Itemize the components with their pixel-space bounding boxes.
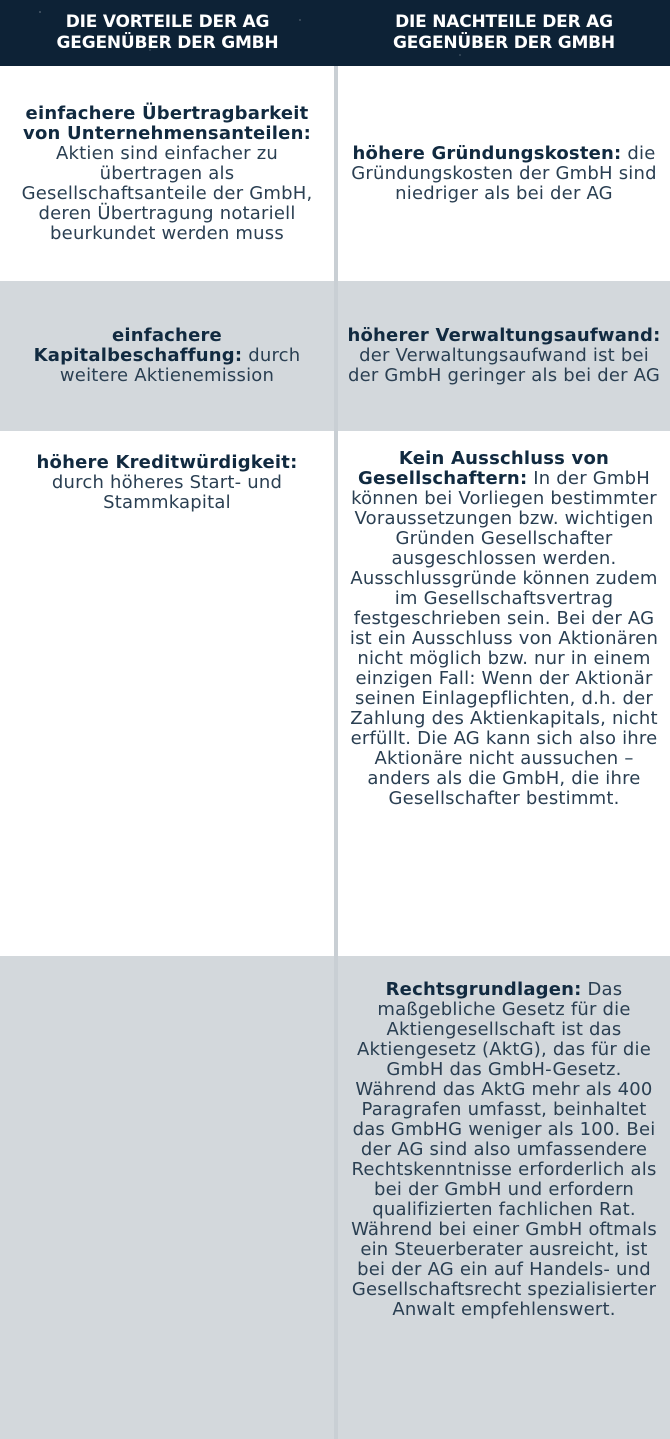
disadvantage-title: Rechtsgrundlagen: (385, 979, 582, 1000)
advantage-cell (0, 956, 334, 1439)
disadvantage-title: Kein Ausschluss von Gesellschaftern: (358, 448, 610, 489)
header-disadvantages (338, 0, 670, 66)
advantage-cell (0, 66, 334, 281)
disadvantage-text: In der GmbH können bei Vorliegen bestimmter Voraussetzungen bzw. wichtigen Gründen Gesellschafter ausgeschlossen werden. Ausschlussgründe können zudem im Gesellschaftsvertrag festgeschrieben sein. Bei der AG ist ein Ausschluss von Aktionären nicht möglich bzw. nur in einem einzigen Fall: Wenn der Aktionär seinen Einlagepflichten, d.h. der Zahlung des Aktienkapitals, nicht erfüllt. Die AG kann sich also ihre Aktionäre nicht aussuchen – anders als die GmbH, die ihre Gesellschafter bestimmt. (349, 468, 659, 809)
disadvantage-text: der Verwaltungsaufwand ist bei der GmbH geringer als bei der AG (347, 345, 661, 386)
table-header (0, 0, 670, 66)
advantage-cell (0, 431, 334, 956)
advantage-cell (0, 281, 334, 431)
advantage-title: höhere Kreditwürdigkeit: (36, 452, 298, 473)
advantage-text: durch weitere Aktienemission (59, 345, 301, 386)
header-disadvantages-line2: GEGENÜBER DER GMBH (393, 33, 615, 53)
advantage-title: einfachere Übertragbarkeit von Unternehmensanteilen: (23, 102, 311, 144)
disadvantage-cell (338, 281, 670, 431)
disadvantage-cell (338, 956, 670, 1439)
header-advantages-line2: GEGENÜBER DER GMBH (56, 33, 279, 53)
advantage-text: Aktien sind einfacher zu übertragen als Gesellschaftsanteile der GmbH, deren Übertragung notariell beurkundet werden muss (21, 142, 313, 244)
advantage-text: durch höheres Start- und Stammkapital (51, 472, 283, 513)
advantage-title: einfachere Kapitalbeschaffung: (33, 325, 243, 366)
header-advantages (0, 0, 335, 66)
column-divider (334, 66, 338, 1439)
header-disadvantages-line1: DIE NACHTEILE DER AG (395, 12, 613, 32)
disadvantage-cell (338, 66, 670, 281)
disadvantage-cell (338, 431, 670, 956)
header-advantages-line1: DIE VORTEILE DER AG (65, 12, 270, 32)
disadvantage-title: höhere Gründungskosten: (352, 142, 622, 164)
disadvantage-text: die Gründungskosten der GmbH sind niedriger als bei der AG (351, 142, 657, 204)
disadvantage-title: höherer Verwaltungsaufwand: (347, 325, 661, 346)
disadvantage-text: Das maßgebliche Gesetz für die Aktiengesellschaft ist das Aktiengesetz (AktG), das für die GmbH das GmbH-Gesetz. Während das AktG mehr als 400 Paragrafen umfasst, beinhaltet das GmbHG weniger als 100. Bei der AG sind also umfassendere Rechtskenntnisse erforderlich als bei der GmbH und erfordern qualifizierten fachlichen Rat. Während bei einer GmbH oftmals ein Steuerberater ausreicht, ist bei der AG ein auf Handels- und Gesellschaftsrecht spezialisierter Anwalt empfehlenswert. (351, 979, 657, 1320)
